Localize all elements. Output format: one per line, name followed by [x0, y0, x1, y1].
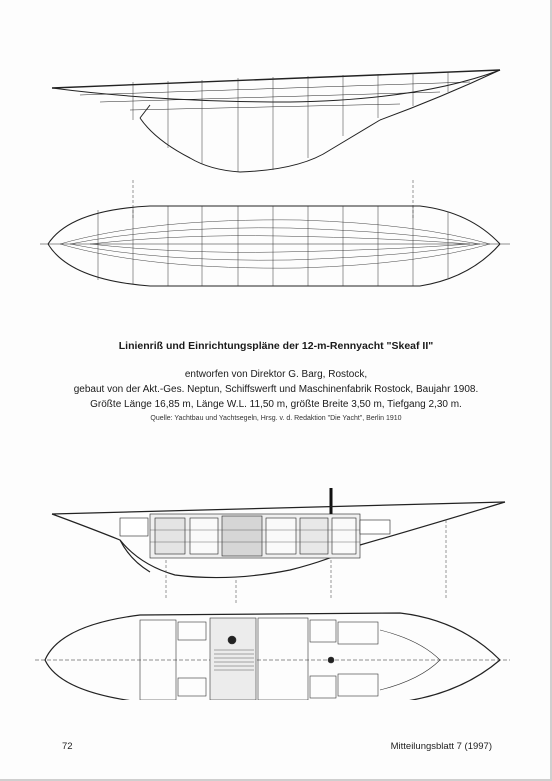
- station-lines-plan: [98, 206, 448, 286]
- arrangement-plan-drawing: [0, 480, 552, 700]
- publication-label: Mitteilungsblatt 7 (1997): [390, 741, 492, 752]
- station-lines-profile: [133, 72, 448, 172]
- caption-builder: gebaut von der Akt.-Ges. Neptun, Schiffswerft und Maschinenfabrik Rostock, Baujahr 1908.: [73, 384, 479, 395]
- page-number: 72: [62, 741, 73, 752]
- deck-plan-interior: [140, 618, 440, 700]
- interior-section: [120, 514, 390, 558]
- caption-designer: entworfen von Direktor G. Barg, Rostock,: [184, 369, 368, 380]
- caption-dimensions: Größte Länge 16,85 m, Länge W.L. 11,50 m, größte Breite 3,50 m, Tiefgang 2,30 m.: [90, 399, 462, 410]
- lines-plan-drawing: [0, 60, 552, 310]
- figure-title: Linienriß und Einrichtungspläne der 12-m-Rennyacht "Skeaf II": [118, 340, 434, 352]
- caption-source: Quelle: Yachtbau und Yachtsegeln, Hrsg. v. d. Redaktion "Die Yacht", Berlin 1910: [150, 415, 402, 422]
